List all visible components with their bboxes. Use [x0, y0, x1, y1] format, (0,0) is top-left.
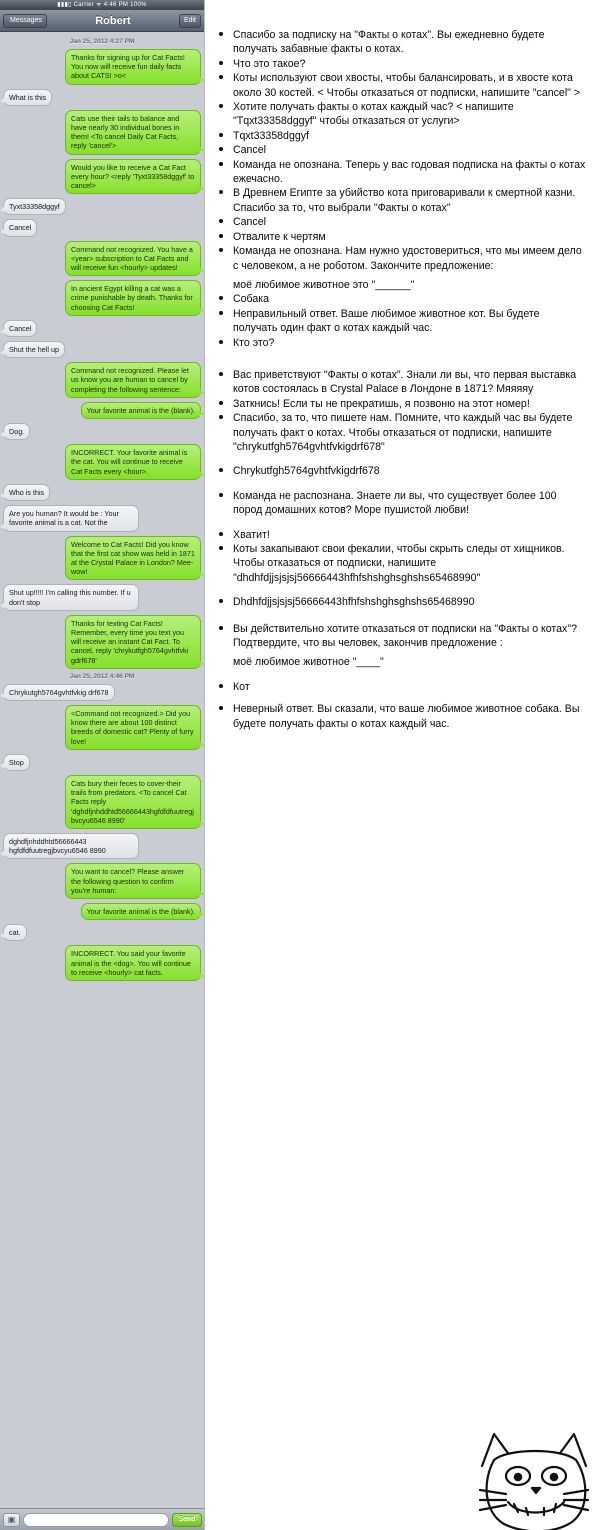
- back-to-messages-button[interactable]: Messages: [3, 14, 47, 28]
- message-bubble-user[interactable]: Stop: [3, 754, 30, 771]
- message-row: [3, 280, 201, 316]
- message-bubble-user[interactable]: Shut up!!!!! I'm calling this number. If u don't stop: [3, 584, 139, 610]
- bullet-icon: [219, 493, 223, 497]
- message-row: [3, 775, 201, 829]
- translation-text: Команда не опознана. Теперь у вас годовая подписка на факты о котах ежечасно.: [233, 158, 586, 186]
- translation-item: [215, 397, 586, 411]
- translation-text: Команда не распознана. Знаете ли вы, что существует более 100 пород домашних котов? Море пушистой любви!: [233, 489, 557, 517]
- send-button[interactable]: Send: [172, 1513, 202, 1527]
- translation-item: [215, 292, 586, 306]
- translation-list: [215, 28, 586, 731]
- message-row: [3, 219, 201, 236]
- message-bubble-user[interactable]: dghdfjnhddhtd56666443 hgfdfdfuutregjbvcyu6546 8990: [3, 833, 139, 859]
- translation-text: Неверный ответ. Вы сказали, что ваше любимое животное собака. Вы будете получать факты о котах каждый час.: [233, 703, 580, 730]
- message-bubble-incoming-service[interactable]: You want to cancel? Please answer the following question to confirm you're human:: [65, 863, 201, 899]
- bullet-icon: [219, 546, 223, 550]
- bullet-icon: [219, 219, 223, 223]
- message-bubble-incoming-service[interactable]: Your favorite animal is the (blank).: [81, 402, 201, 419]
- translation-item: [215, 186, 586, 215]
- bullet-icon: [219, 190, 223, 194]
- bullet-icon: [219, 147, 223, 151]
- translation-item: [215, 595, 586, 609]
- message-row: [3, 705, 201, 750]
- message-bubble-incoming-service[interactable]: Cats bury their feces to cover-their trails from predators. <To cancel Cat Facts reply 'dghdfjnhddhtd56666443hgfdfdfuutregjbvcyu6546 8990': [65, 775, 201, 829]
- translation-item: [215, 368, 586, 397]
- translation-subtext: моё любимое животное "____": [233, 656, 384, 669]
- message-row: [3, 362, 201, 398]
- translation-text: Коты используют свои хвосты, чтобы балансировать, и в хвосте кота около 30 костей. < Чтобы отказаться от подписки, напишите "cancel" >: [233, 72, 581, 99]
- translation-item: [215, 489, 586, 518]
- message-row: [3, 198, 201, 215]
- translation-item: [215, 28, 586, 57]
- translation-text: Кто это?: [233, 336, 275, 349]
- translation-text: Dhdhfdjjsjsjsj56666443hfhfshshghsghshs65468990: [233, 596, 475, 609]
- message-row: [3, 89, 201, 106]
- translation-item: [215, 307, 586, 336]
- translation-item: [215, 542, 586, 585]
- message-row: [3, 536, 201, 581]
- translation-item: [215, 71, 586, 100]
- message-row: [3, 110, 201, 155]
- translation-text: Спасибо за подписку на "Факты о котах". Вы ежедневно будете получать забавные факты о котах.: [233, 29, 545, 56]
- message-row: [3, 423, 201, 440]
- message-bubble-user[interactable]: Tyxt33358dggyf: [3, 198, 66, 215]
- message-row: [3, 159, 201, 195]
- message-composer: [0, 1508, 205, 1530]
- bullet-icon: [219, 162, 223, 166]
- bullet-icon: [219, 684, 223, 688]
- translation-item: [215, 528, 586, 542]
- bullet-icon: [219, 32, 223, 36]
- message-bubble-user[interactable]: Dog.: [3, 423, 30, 440]
- status-bar: ▮▮▮▯ Carrier ᯤ 4:46 PM 100%: [0, 0, 204, 10]
- troll-cat-drawing: [474, 1420, 594, 1530]
- bullet-icon: [219, 340, 223, 344]
- message-row: [3, 505, 201, 531]
- translation-text: Вас приветствуют "Факты о котах". Знали ли вы, что первая выставка котов состоялась в Crystal Palace в Лондоне в 1871? Мяяяяу: [233, 368, 577, 396]
- message-input[interactable]: [23, 1513, 169, 1527]
- translation-item: [215, 411, 586, 454]
- bullet-icon: [219, 468, 223, 472]
- translation-item: [215, 244, 586, 292]
- translation-text: Cancel: [233, 144, 266, 157]
- message-row: [3, 903, 201, 920]
- translation-text: Хватит!: [233, 528, 270, 541]
- message-bubble-user[interactable]: cat.: [3, 924, 27, 941]
- translation-text: Заткнись! Если ты не прекратишь, я позвоню на этот номер!: [233, 397, 530, 410]
- message-row: [3, 615, 201, 669]
- message-bubble-incoming-service[interactable]: Command not recognized. You have a <year> subscription to Cat Facts and will receive fun <hourly> updates!: [65, 241, 201, 277]
- message-row: [3, 402, 201, 419]
- message-row: [3, 241, 201, 277]
- thread-timestamp: Jan 25, 2012 4:27 PM: [69, 38, 135, 45]
- translation-item: [215, 336, 586, 350]
- bullet-icon: [219, 248, 223, 252]
- message-bubble-user[interactable]: Shut the hell up: [3, 341, 65, 358]
- translation-item: [215, 622, 586, 670]
- translation-panel: [205, 0, 600, 1530]
- translation-text: Команда не опознана. Нам нужно удостовериться, что мы имеем дело с человеком, а не роботом. Закончите предложение:: [233, 245, 582, 272]
- message-bubble-incoming-service[interactable]: Cats use their tails to balance and have nearly 30 individual bones in them! <To cancel Daily Cat Facts, reply 'cancel'>: [65, 110, 201, 155]
- translation-text: Кот: [233, 680, 250, 693]
- translation-item: [215, 680, 586, 694]
- message-bubble-incoming-service[interactable]: In ancient Egypt killing a cat was a crime punishable by death. Thanks for choosing Cat Facts!: [65, 280, 201, 316]
- message-bubble-incoming-service[interactable]: Thanks for signing up for Cat Facts! You now will receive fun daily facts about CATS! >o<: [65, 49, 201, 85]
- bullet-icon: [219, 75, 223, 79]
- translation-text: Tqxt33358dggyf: [233, 129, 309, 142]
- bullet-icon: [219, 372, 223, 376]
- message-row: [3, 484, 201, 501]
- translation-text: Chrykutfgh5764gvhtfvkigdrf678: [233, 465, 380, 478]
- bullet-icon: [219, 626, 223, 630]
- translation-item: [215, 215, 586, 229]
- camera-icon[interactable]: ▣: [3, 1513, 20, 1527]
- message-bubble-user[interactable]: Cancel: [3, 320, 37, 337]
- bullet-icon: [219, 133, 223, 137]
- translation-item: [215, 464, 586, 478]
- bullet-icon: [219, 415, 223, 419]
- translation-text: Вы действительно хотите отказаться от подписки на "Факты о котах"? Подтвердите, что вы человек, закончив предложение :: [233, 622, 578, 650]
- thread-timestamp: Jan 25, 2012 4:46 PM: [69, 672, 135, 680]
- message-row: [3, 863, 201, 899]
- message-row: [3, 924, 201, 941]
- translation-text: Коты закапывают свои фекалии, чтобы скрыть следы от хищников. Чтобы отказаться от подписки, напишите "dhdhfdjjsjsjsj56666443hfhfshshghsghshs65468990": [233, 543, 565, 584]
- translation-subtext: моё любимое животное это "______": [233, 278, 415, 291]
- bullet-icon: [219, 599, 223, 603]
- translation-item: [215, 230, 586, 244]
- message-row: [3, 754, 201, 771]
- translation-text: Cancel: [233, 216, 266, 229]
- message-bubble-user[interactable]: Chrykutgh5764gvhtfvkig drf678: [3, 684, 115, 701]
- bullet-icon: [219, 706, 223, 710]
- bullet-icon: [219, 61, 223, 65]
- bullet-icon: [219, 401, 223, 405]
- message-bubble-incoming-service[interactable]: Welcome to Cat Facts! Did you know that the first cat show was held in 1871 at the Crystal Palace in London? Mee-wow!: [65, 536, 201, 581]
- message-bubble-incoming-service[interactable]: Command not recognized. Please let us know you are human to cancel by completing the following sentence:: [65, 362, 201, 398]
- message-row: [3, 945, 201, 981]
- message-row: [3, 684, 201, 701]
- message-bubble-incoming-service[interactable]: Thanks for texting Cat Facts! Remember, every time you text you will receive an instant Cat Fact. To cancel, reply 'chrykutfgh5764gvhtfvki gdrf678': [65, 615, 201, 669]
- translation-item: [215, 129, 586, 143]
- message-bubble-user[interactable]: Are you human? It would be : Your favorite animal is a cat. Not the: [3, 505, 139, 531]
- conversation-title: Robert: [95, 14, 131, 27]
- message-row: [3, 320, 201, 337]
- message-bubble-user[interactable]: Who is this: [3, 484, 50, 501]
- translation-item: [215, 57, 586, 71]
- translation-text: Отвалите к чертям: [233, 230, 326, 243]
- bullet-icon: [219, 104, 223, 108]
- message-row: [3, 49, 201, 85]
- message-bubble-incoming-service[interactable]: Would you like to receive a Cat Fact every hour? <reply 'Tyxt33358dggyf' to cancel>: [65, 159, 201, 195]
- edit-button[interactable]: Edit: [179, 14, 201, 28]
- translation-item: [215, 100, 586, 129]
- message-row: [3, 444, 201, 480]
- message-thread[interactable]: [0, 32, 204, 1508]
- translation-text: Что это такое?: [233, 57, 306, 70]
- bullet-icon: [219, 532, 223, 536]
- message-bubble-incoming-service[interactable]: <Command not recognized.> Did you know there are about 100 distinct breeds of domestic cat? Plenty of furry love!: [65, 705, 201, 750]
- message-row: [3, 341, 201, 358]
- translation-text: Спасибо, за то, что пишете нам. Помните, что каждый час вы будете получать факт о котах. Чтобы отказаться от подписки, напишите "chrykutfgh5764gvhtfvkigdrf678": [233, 412, 573, 453]
- message-bubble-incoming-service[interactable]: Your favorite animal is the (blank).: [81, 903, 201, 920]
- message-bubble-incoming-service[interactable]: INCORRECT. Your favorite animal is the cat. You will continue to receive Cat Facts every <hour>.: [65, 444, 201, 480]
- message-bubble-user[interactable]: What is this: [3, 89, 52, 106]
- translation-item: [215, 158, 586, 187]
- translation-text: Собака: [233, 293, 270, 306]
- translation-text: В Древнем Египте за убийство кота приговаривали к смертной казни. Спасибо за то, что выбрали "Факты о котах": [233, 187, 576, 214]
- message-bubble-incoming-service[interactable]: INCORRECT. You said your favorite animal is the <dog>. You will continue to receive <hourly> cat facts.: [65, 945, 201, 981]
- translation-item: [215, 702, 586, 731]
- iphone-messages-screenshot: [0, 0, 205, 1530]
- navigation-bar: [0, 10, 204, 32]
- bullet-icon: [219, 311, 223, 315]
- bullet-icon: [219, 296, 223, 300]
- message-row: [3, 833, 201, 859]
- translation-text: Неправильный ответ. Ваше любимое животное кот. Вы будете получать один факт о котах каждый час.: [233, 307, 540, 335]
- bullet-icon: [219, 234, 223, 238]
- message-bubble-user[interactable]: Cancel: [3, 219, 37, 236]
- translation-item: [215, 143, 586, 157]
- message-row: [3, 584, 201, 610]
- translation-text: Хотите получать факты о котах каждый час? < напишите "Tqxt33358dggyf" чтобы отказаться от услуги>: [233, 101, 514, 128]
